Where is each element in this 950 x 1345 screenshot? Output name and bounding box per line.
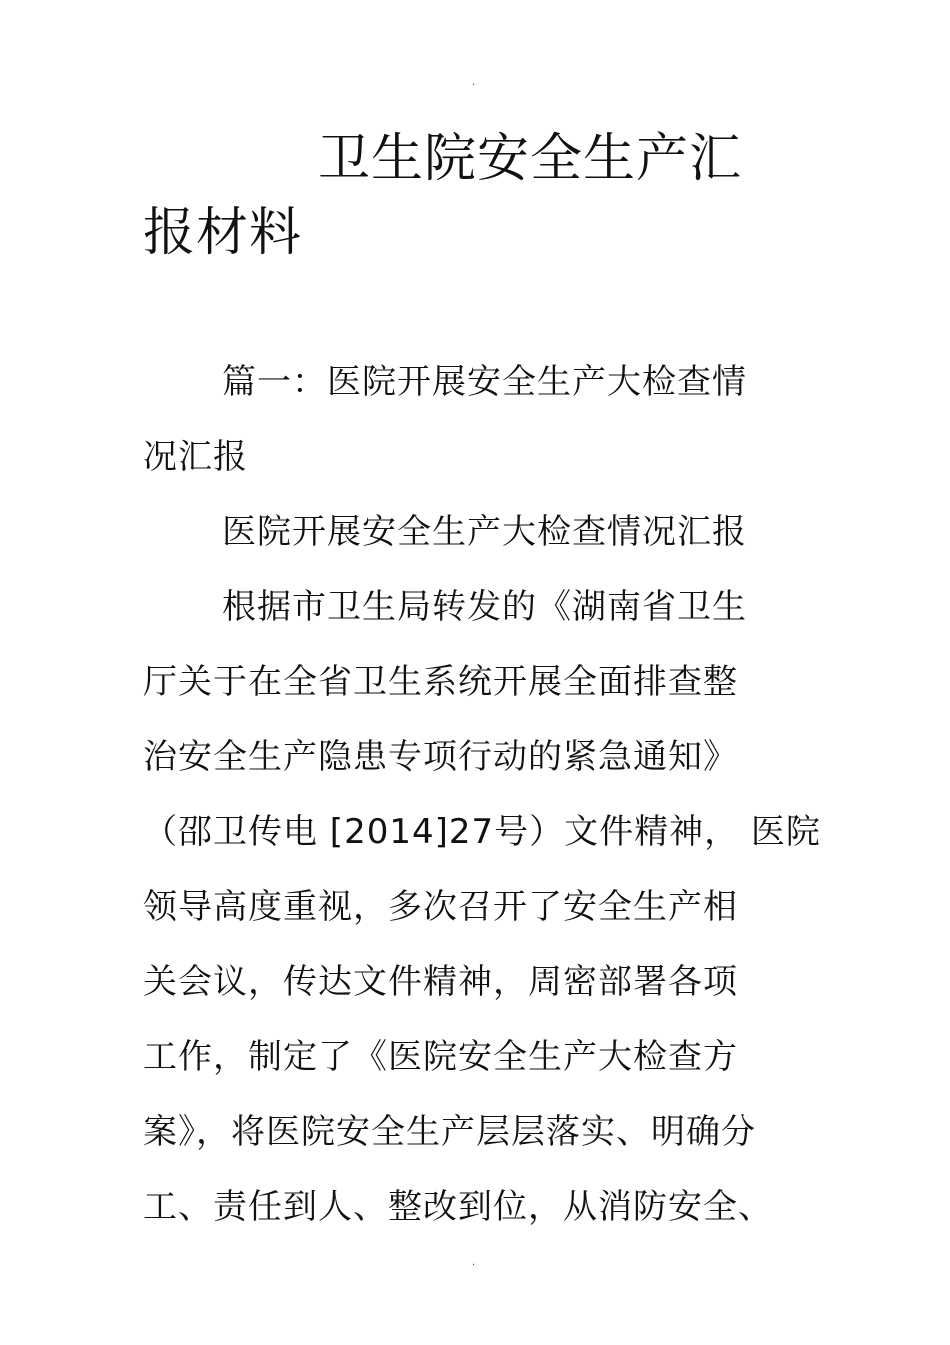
body-line: 篇一：医院开展安全生产大检查情 — [222, 362, 747, 402]
body-line: 厅关于在全省卫生系统开展全面排查整 — [143, 662, 738, 702]
body-line: 领导高度重视，多次召开了安全生产相 — [143, 887, 738, 927]
body-line: 况汇报 — [143, 437, 248, 477]
footer-mark: . — [472, 1257, 476, 1268]
document-title-line-2: 报材料 — [143, 203, 303, 263]
body-line: 关会议，传达文件精神，周密部署各项 — [143, 962, 738, 1002]
body-line: 医院开展安全生产大检查情况汇报 — [222, 512, 747, 552]
body-line: 工作，制定了《医院安全生产大检查方 — [143, 1037, 738, 1077]
body-line: 治安全生产隐患专项行动的紧急通知》 — [143, 737, 738, 777]
body-line: 工、责任到人、整改到位，从消防安全、 — [143, 1187, 773, 1227]
body-line: （邵卫传电 [2014]27号）文件精神， 医院 — [143, 812, 821, 852]
body-line: 案》，将医院安全生产层层落实、明确分 — [143, 1112, 756, 1152]
body-line: 根据市卫生局转发的《湖南省卫生 — [222, 587, 747, 627]
header-mark: . — [472, 77, 476, 88]
document-title-line-1: 卫生院安全生产汇 — [318, 129, 743, 189]
